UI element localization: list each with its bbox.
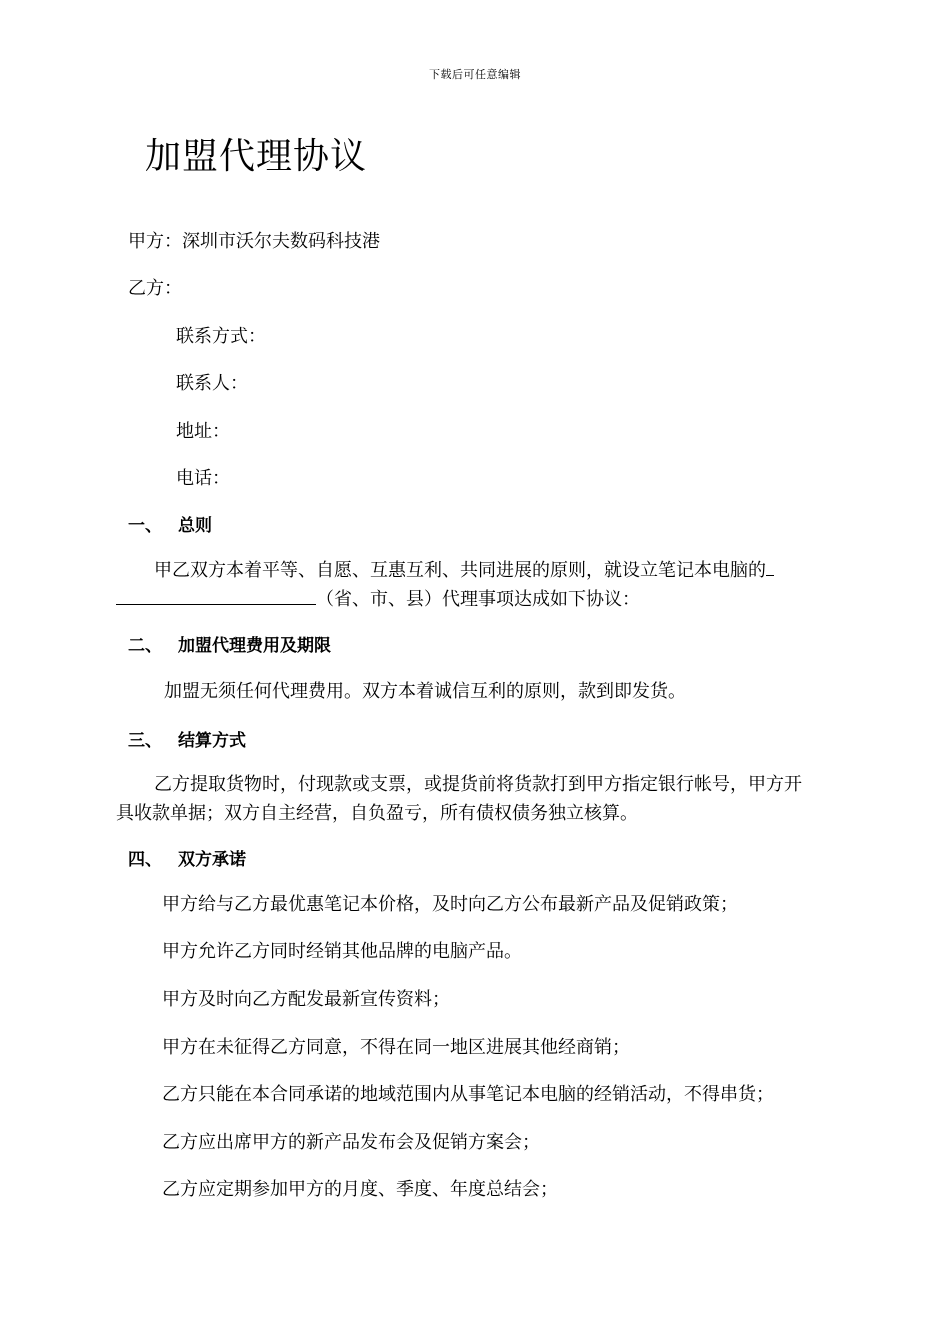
phone-field: 电话： [176, 468, 230, 489]
section-title: 双方承诺 [178, 850, 246, 870]
address-field: 地址： [176, 421, 230, 442]
general-paragraph [116, 556, 816, 614]
section-title: 结算方式 [178, 731, 246, 751]
general-text-after: （省、市、县）代理事项达成如下协议： [316, 589, 640, 610]
section-number: 三、 [128, 731, 162, 751]
contact-method-field: 联系方式： [176, 326, 266, 347]
contact-person-field: 联系人： [176, 373, 248, 394]
blank-line [766, 557, 774, 576]
commitment-item: 乙方应出席甲方的新产品发布会及促销方案会； [162, 1132, 540, 1153]
section-heading-settlement [128, 726, 246, 751]
section-number: 二、 [128, 636, 162, 656]
section-number: 一、 [128, 516, 162, 536]
section-heading-commitments [128, 845, 246, 870]
section-heading-general [128, 511, 212, 536]
commitment-item: 甲方允许乙方同时经销其他品牌的电脑产品。 [162, 941, 522, 962]
blank-line [116, 586, 316, 605]
general-text-before: 甲乙双方本着平等、自愿、互惠互利、共同进展的原则，就设立笔记本电脑的 [154, 560, 766, 581]
commitment-item: 甲方在未征得乙方同意，不得在同一地区进展其他经商销； [162, 1037, 630, 1058]
section-title: 加盟代理费用及期限 [178, 636, 331, 656]
commitment-item: 甲方及时向乙方配发最新宣传资料； [162, 989, 450, 1010]
commitment-item: 乙方只能在本合同承诺的地域范围内从事笔记本电脑的经销活动，不得串货； [162, 1084, 774, 1105]
section-title: 总则 [178, 516, 212, 536]
section-heading-fees [128, 631, 331, 656]
section-number: 四、 [128, 850, 162, 870]
header-note: 下载后可任意编辑 [429, 68, 521, 81]
party-a: 甲方：深圳市沃尔夫数码科技港 [128, 231, 380, 252]
document-title: 加盟代理协议 [145, 136, 368, 177]
party-b: 乙方： [128, 278, 182, 299]
fees-paragraph: 加盟无须任何代理费用。双方本着诚信互利的原则，款到即发货。 [164, 681, 686, 702]
commitment-item: 甲方给与乙方最优惠笔记本价格，及时向乙方公布最新产品及促销政策； [162, 894, 738, 915]
commitment-item: 乙方应定期参加甲方的月度、季度、年度总结会； [162, 1179, 558, 1200]
settlement-paragraph: 乙方提取货物时，付现款或支票，或提货前将货款打到甲方指定银行帐号，甲方开具收款单据；双方自主经营，自负盈亏，所有债权债务独立核算。 [116, 774, 802, 824]
